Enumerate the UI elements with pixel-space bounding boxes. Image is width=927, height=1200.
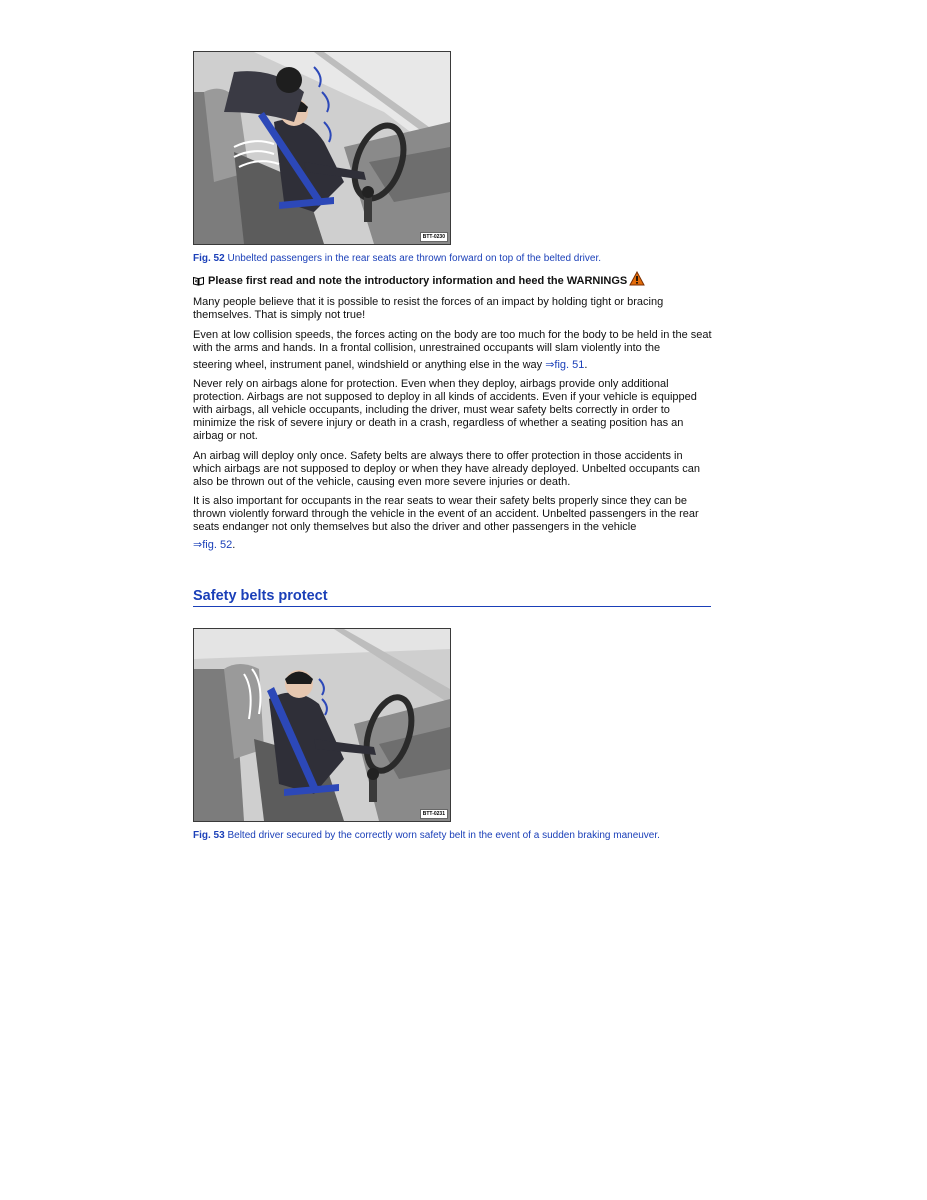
paragraph-5-end: . bbox=[232, 539, 236, 551]
unbelted-passenger-illustration bbox=[194, 52, 450, 244]
caption-text: Belted driver secured by the correctly worn safety belt in the event of a sudden braking maneuver. bbox=[227, 830, 660, 841]
paragraph-2-line-1: Even at low collision speeds, the forces acting on the body are too much for the body to be held in the seat with the arms and hands. In a frontal collision, unrestrained occupants will slam violently into the bbox=[193, 329, 712, 354]
figure-53-image bbox=[193, 628, 451, 822]
paragraph-5-link-line bbox=[193, 539, 713, 552]
paragraph-2-end: . bbox=[584, 359, 588, 371]
paragraph-5-text: It is also important for occupants in the rear seats to wear their safety belts properly since they can be thrown violently forward through the vehicle in the event of an accident. Unbelted passengers in the rear seats endanger not only themselves but also the driver and other passengers in the vehicle bbox=[193, 495, 699, 533]
intro-notice bbox=[193, 271, 645, 290]
paragraph-2-text: steering wheel, instrument panel, windshield or anything else in the way bbox=[193, 359, 546, 371]
fig-52-link[interactable]: ⇒fig. 52 bbox=[193, 539, 233, 551]
paragraph-2-line-2 bbox=[193, 359, 713, 372]
figure-53-caption bbox=[193, 829, 660, 842]
figure-code: BTT-0230 bbox=[420, 232, 448, 242]
book-icon bbox=[193, 276, 204, 290]
figure-52-image bbox=[193, 51, 451, 245]
fig-51-link[interactable]: ⇒fig. 51 bbox=[545, 359, 585, 371]
caption-label: Fig. 53 bbox=[193, 830, 225, 841]
paragraph-5 bbox=[193, 495, 713, 552]
caption-label: Fig. 52 bbox=[193, 253, 225, 264]
warning-triangle-icon[interactable] bbox=[629, 271, 645, 290]
figure-52-caption bbox=[193, 252, 601, 265]
paragraph-2 bbox=[193, 329, 713, 372]
paragraph-4: An airbag will deploy only once. Safety belts are always there to offer protection in those accidents in which airbags are not supposed to deploy or when they have already deployed. Unbelted occupants can also be thrown out of the vehicle, causing even more severe injuries or death. bbox=[193, 450, 700, 488]
section-heading: Safety belts protect bbox=[193, 587, 711, 607]
intro-text: Please first read and note the introductory information and heed the WARNINGS bbox=[208, 275, 628, 287]
caption-text: Unbelted passengers in the rear seats are thrown forward on top of the belted driver. bbox=[227, 253, 602, 264]
figure-code: BTT-0231 bbox=[420, 809, 448, 819]
paragraph-3: Never rely on airbags alone for protection. Even when they deploy, airbags provide only additional protection. Airbags are not supposed to deploy in all kinds of accidents. Even if your vehicle is equipped with airbags, all vehicle occupants, including the driver, must wear safety belts correctly in order to minimize the risk of severe injury or death in a crash, regardless of whether a seating position has an airbag or not. bbox=[193, 378, 697, 442]
paragraph-1: Many people believe that it is possible to resist the forces of an impact by holding tight or bracing themselves. That is simply not true! bbox=[193, 296, 664, 321]
belted-driver-illustration bbox=[194, 629, 450, 821]
